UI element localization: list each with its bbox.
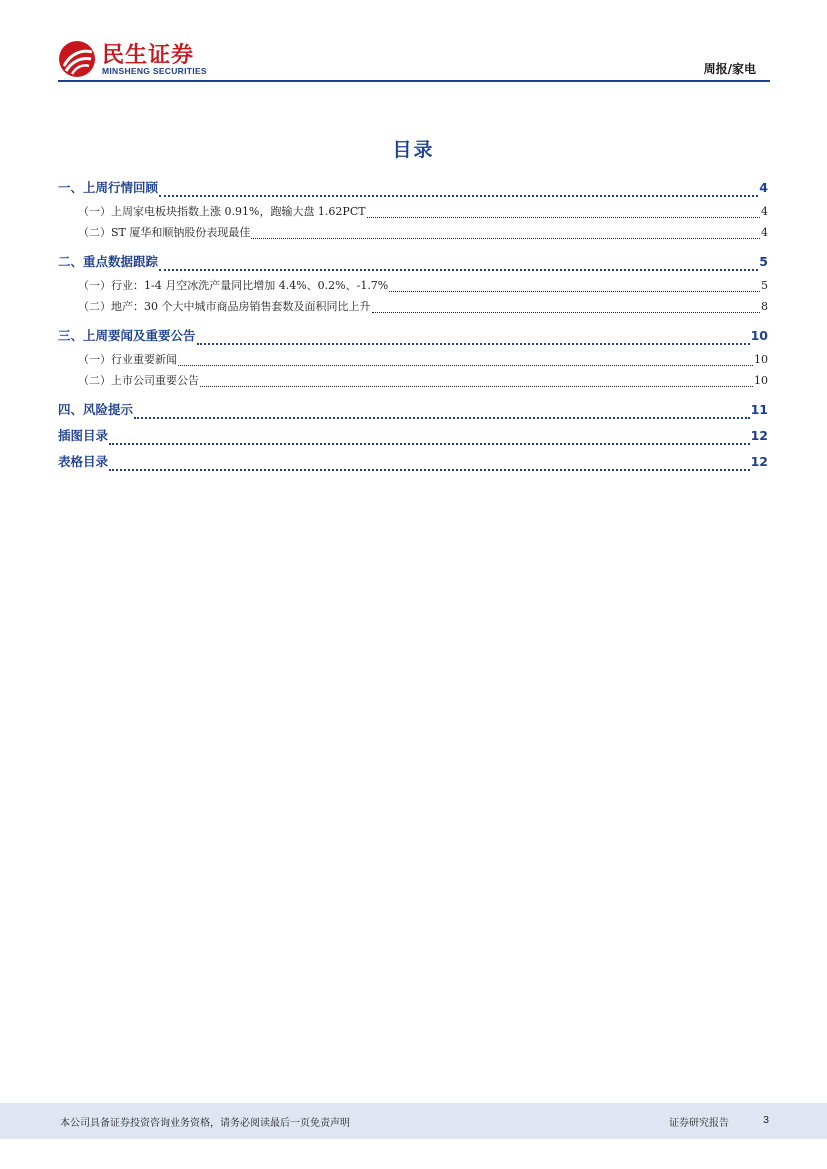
toc-subsection-1-2[interactable] — [58, 222, 768, 243]
footer-doc-type: 证券研究报告 — [669, 1118, 729, 1129]
toc-page-number: 12 — [750, 454, 768, 469]
toc-leader — [200, 386, 753, 387]
toc-section-label: 二、重点数据跟踪 — [58, 254, 159, 269]
toc-figure-index[interactable] — [58, 423, 768, 449]
toc-page-number: 10 — [754, 353, 768, 366]
logo-chinese-name: 民生证券 — [102, 43, 195, 68]
toc-leader — [178, 365, 753, 366]
toc-table-index[interactable] — [58, 449, 768, 475]
toc-subsection-3-1[interactable] — [58, 349, 768, 370]
toc-leader — [372, 312, 761, 313]
toc-subsection-label: （二）地产：30 个大中城市商品房销售套数及面积同比上升 — [78, 300, 371, 313]
toc-page-number: 4 — [761, 226, 768, 239]
toc-page-number: 12 — [750, 428, 768, 443]
toc-section-4[interactable] — [58, 397, 768, 423]
toc-subsection-label: （二）ST 厦华和顺钠股份表现最佳 — [78, 226, 251, 239]
toc-leader — [197, 343, 750, 345]
report-type-label: 周报/家电 — [703, 62, 756, 76]
toc-section-2[interactable] — [58, 249, 768, 275]
toc-section-label: 一、上周行情回顾 — [58, 180, 159, 195]
toc-page-number: 8 — [761, 300, 768, 313]
toc-subsection-2-1[interactable] — [58, 275, 768, 296]
toc-section-label: 插图目录 — [58, 428, 109, 443]
toc-leader — [159, 269, 758, 271]
page-header — [58, 36, 770, 82]
toc-leader — [109, 443, 750, 445]
toc-page-number: 10 — [754, 374, 768, 387]
minsheng-logo-icon — [58, 40, 96, 78]
toc-page-number: 5 — [761, 279, 768, 292]
toc-section-label: 四、风险提示 — [58, 402, 134, 417]
table-of-contents — [58, 175, 768, 475]
toc-subsection-label: （一）行业重要新闻 — [78, 353, 177, 366]
page-footer — [0, 1103, 827, 1139]
toc-page-number: 5 — [759, 254, 768, 269]
toc-leader — [389, 291, 760, 292]
toc-subsection-label: （一）行业：1-4 月空冰洗产量同比增加 4.4%、0.2%、-1.7% — [78, 279, 389, 292]
toc-page-number: 10 — [750, 328, 768, 343]
footer-disclaimer: 本公司具备证券投资咨询业务资格，请务必阅读最后一页免责声明 — [60, 1118, 350, 1129]
toc-leader — [109, 469, 750, 471]
toc-section-label: 表格目录 — [58, 454, 109, 469]
toc-subsection-2-2[interactable] — [58, 296, 768, 317]
toc-leader — [367, 217, 760, 218]
toc-leader — [251, 238, 760, 239]
toc-page-number: 4 — [759, 180, 768, 195]
toc-leader — [159, 195, 758, 197]
toc-page-number: 4 — [761, 205, 768, 218]
footer-page-number: 3 — [763, 1114, 769, 1126]
toc-subsection-3-2[interactable] — [58, 370, 768, 391]
toc-subsection-label: （一）上周家电板块指数上涨 0.91%，跑输大盘 1.62PCT — [78, 205, 366, 218]
toc-leader — [134, 417, 750, 419]
header-divider — [58, 80, 770, 82]
toc-subsection-label: （二）上市公司重要公告 — [78, 374, 199, 387]
logo-english-name: MINSHENG SECURITIES — [102, 66, 207, 76]
toc-section-1[interactable] — [58, 175, 768, 201]
toc-page-number: 11 — [750, 402, 768, 417]
toc-title: 目录 — [392, 139, 435, 161]
toc-section-3[interactable] — [58, 323, 768, 349]
company-logo — [58, 36, 218, 80]
toc-section-label: 三、上周要闻及重要公告 — [58, 328, 196, 343]
toc-subsection-1-1[interactable] — [58, 201, 768, 222]
